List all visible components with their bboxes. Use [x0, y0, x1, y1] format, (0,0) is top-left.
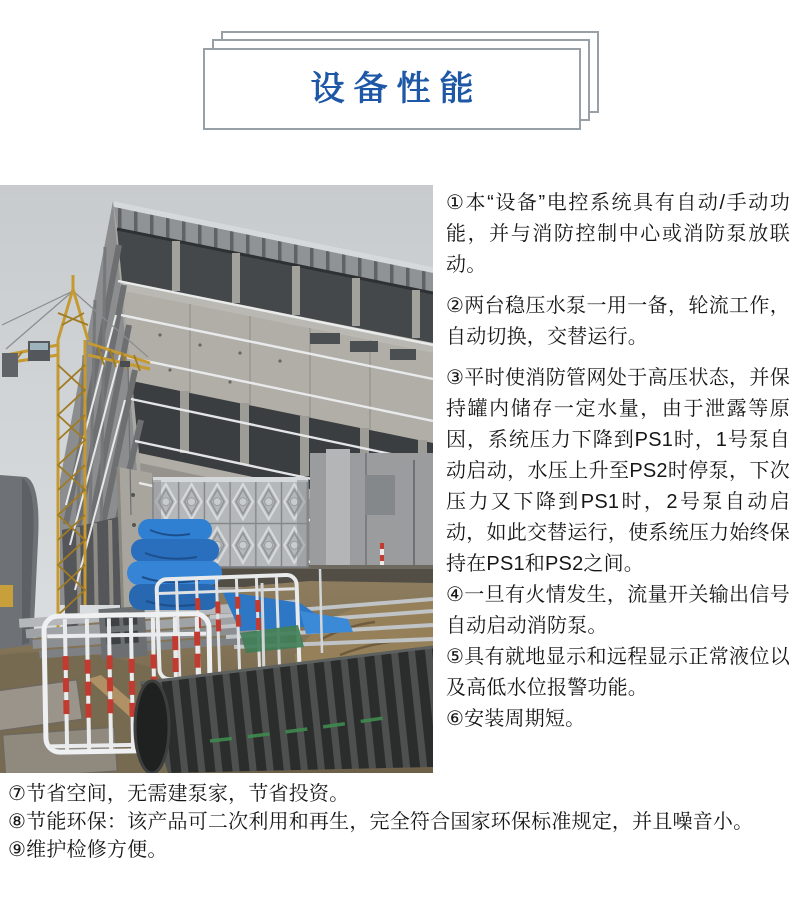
feature-item: ①本“设备”电控系统具有自动/手动功能，并与消防控制中心或消防泵放联动。 — [446, 192, 790, 276]
section-title: 设备性能 — [310, 70, 483, 108]
construction-site-photo — [0, 185, 433, 773]
footer-note: ⑨维护检修方便。 — [8, 839, 168, 861]
feature-item: ⑥安装周期短。 — [446, 708, 586, 730]
section-title-banner — [203, 48, 581, 130]
feature-item: ④一旦有火情发生，流量开关输出信号自动启动消防泵。 — [446, 584, 790, 637]
feature-item: ⑤具有就地显示和远程显示正常液位以及高低水位报警功能。 — [446, 646, 790, 699]
feature-list — [446, 188, 790, 735]
feature-item: ③平时使消防管网处于高压状态，并保持罐内储存一定水量，由于泄露等原因，系统压力下降到PS1时，1号泵自动启动，水压上升至PS2时停泵，下次压力又下降到PS1时，2号泵自动启动，如此交替运行，使系统压力始终保持在PS1和PS2之间。 — [446, 367, 790, 575]
feature-item: ②两台稳压水泵一用一备，轮流工作，自动切换，交替运行。 — [446, 295, 790, 348]
footer-notes — [8, 780, 784, 864]
footer-note: ⑦节省空间，无需建泵家，节省投资。 — [8, 783, 350, 805]
footer-note: ⑧节能环保：该产品可二次利用和再生，完全符合国家环保标准规定，并且噪音小。 — [8, 811, 754, 833]
